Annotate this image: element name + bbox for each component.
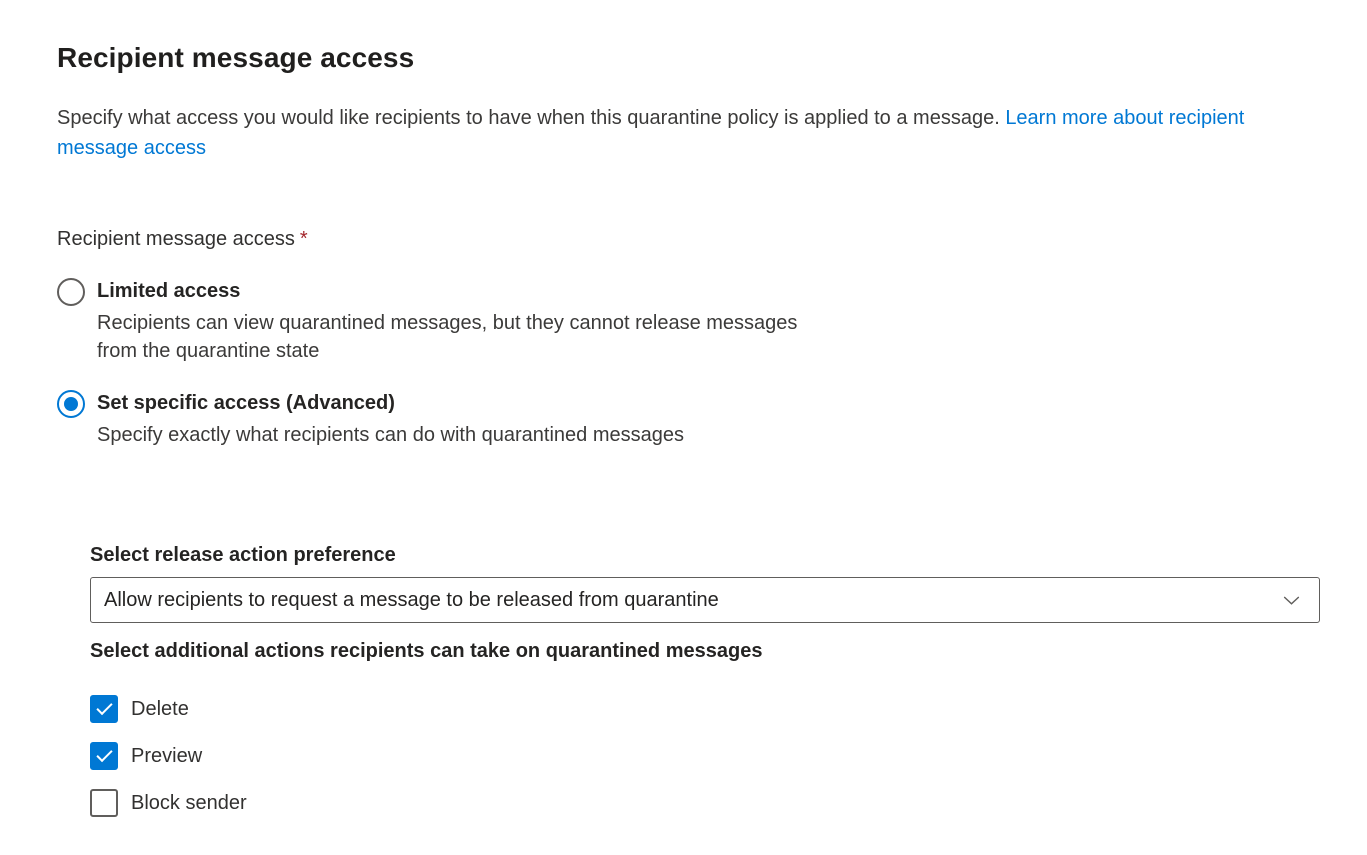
recipient-access-radio-group: [57, 277, 1319, 449]
radio-description-limited-access: Recipients can view quarantined messages, but they cannot release messages from the quarantine state: [97, 312, 798, 362]
description-text: Specify what access you would like recipients to have when this quarantine policy is applied to a message.: [57, 107, 1000, 129]
radio-option-texts: [97, 389, 684, 449]
field-label: [57, 225, 1319, 253]
radio-label-set-specific-access[interactable]: Set specific access (Advanced): [97, 392, 395, 414]
checkbox-block-sender-icon[interactable]: [90, 789, 118, 817]
release-action-dropdown[interactable]: [90, 577, 1320, 623]
radio-description-set-specific-access: Specify exactly what recipients can do with quarantined messages: [97, 424, 684, 446]
checkbox-row-delete[interactable]: [90, 695, 1319, 723]
checkbox-row-block-sender[interactable]: [90, 789, 1319, 817]
additional-actions-checkbox-list: [90, 695, 1319, 817]
page-description: [57, 103, 1319, 163]
advanced-access-section: [90, 541, 1319, 817]
checkbox-delete-icon[interactable]: [90, 695, 118, 723]
release-action-label: Select release action preference: [90, 544, 396, 566]
checkbox-label-delete: Delete: [131, 698, 189, 720]
radio-button-set-specific-access-icon[interactable]: [57, 390, 85, 418]
radio-option-texts: [97, 277, 807, 365]
additional-actions-label: Select additional actions recipients can take on quarantined messages: [90, 640, 763, 662]
learn-more-link[interactable]: Learn more about recipient message access: [57, 107, 1245, 159]
page-title: Recipient message access: [57, 42, 415, 73]
radio-label-limited-access[interactable]: Limited access: [97, 280, 241, 302]
radio-option-set-specific-access[interactable]: [57, 389, 1319, 449]
radio-option-limited-access[interactable]: [57, 277, 1319, 365]
chevron-down-icon: [1282, 591, 1301, 610]
required-asterisk: *: [299, 228, 308, 250]
field-label-text: Recipient message access: [57, 228, 295, 250]
checkbox-label-block-sender: Block sender: [131, 792, 247, 814]
checkbox-preview-icon[interactable]: [90, 742, 118, 770]
radio-button-limited-access-icon[interactable]: [57, 278, 85, 306]
checkbox-row-preview[interactable]: [90, 742, 1319, 770]
checkbox-label-preview: Preview: [131, 745, 203, 767]
release-action-selected-option: Allow recipients to request a message to be released from quarantine: [104, 588, 719, 611]
